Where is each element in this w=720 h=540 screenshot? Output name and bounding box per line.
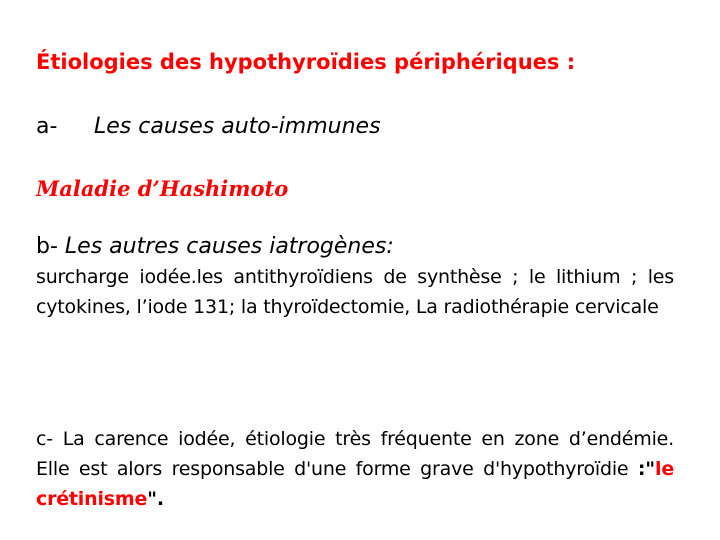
section-c-closing: ". (147, 488, 164, 510)
section-a-heading (36, 114, 381, 139)
section-b-heading (36, 234, 394, 259)
section-a-marker: a- (36, 114, 58, 139)
section-c-text: c- La carence iodée, étiologie très fréquente en zone d’endémie. Elle est alors responsable d'une forme grave d'hypothyroïdie (36, 428, 674, 480)
section-b-marker: b- (36, 234, 58, 259)
section-b-paragraph: surcharge iodée.les antithyroïdiens de synthèse ; le lithium ; les cytokines, l’iode 131; la thyroïdectomie, La radiothérapie cervicale (36, 266, 674, 318)
section-c-paragraph (36, 424, 674, 514)
section-a-text: Les causes auto-immunes (94, 114, 381, 139)
hashimoto-label: Maladie d’Hashimoto (36, 176, 289, 201)
slide-title: Étiologies des hypothyroïdies périphériques : (36, 50, 576, 74)
section-b-text: Les autres causes iatrogènes: (64, 234, 394, 259)
cretinisme-highlight: le crétinisme (36, 458, 674, 510)
section-c-colon-quote: :" (637, 458, 655, 480)
